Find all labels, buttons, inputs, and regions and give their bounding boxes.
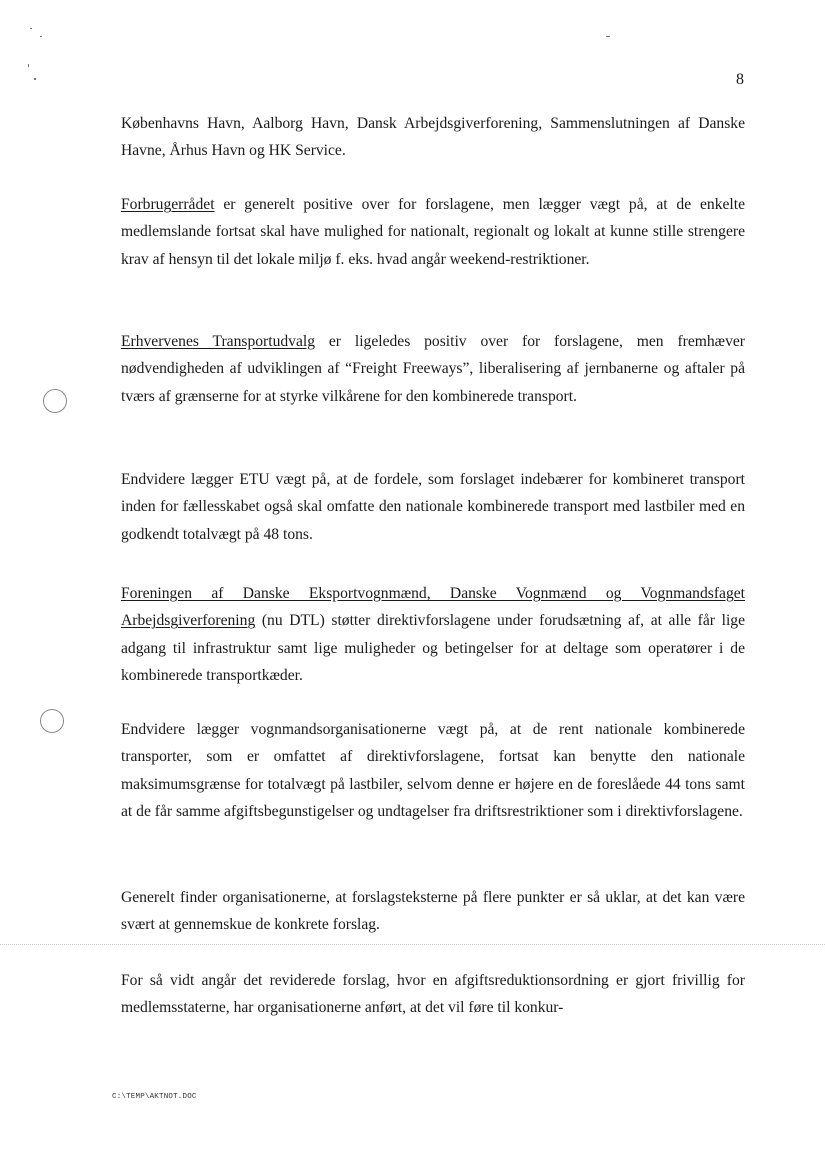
- paragraph-vognmandsorganisationerne: [121, 716, 745, 826]
- organisation-name: Foreningen af Danske Eksportvognmænd, Danske Vognmænd og Vognmandsfaget Arbejdsgiverforening: [121, 585, 745, 630]
- scan-speck: [28, 64, 29, 67]
- paragraph-revideret-forslag: [121, 967, 745, 1022]
- scan-speck: [34, 78, 36, 80]
- paragraph-text: Københavns Havn, Aalborg Havn, Dansk Arbejdsgiverforening, Sammenslutningen af Danske Havne, Århus Havn og HK Service.: [121, 115, 745, 160]
- paragraph-recipients: [121, 110, 745, 165]
- scan-speck: [40, 36, 42, 37]
- paragraph-text: Generelt finder organisationerne, at forslagsteksterne på flere punkter er så uklar, at det kan være svært at gennemskue de konkrete forslag.: [121, 889, 745, 934]
- paragraph-etu: [121, 466, 745, 548]
- page-number: 8: [736, 71, 744, 88]
- organisation-name: Erhvervenes Transportudvalg: [121, 333, 316, 350]
- paragraph-text: er ligeledes positiv over for forslagene, men fremhæver nødvendigheden af udviklingen af “Freight Freeways”, liberalisering af jernbanerne og aftaler på tværs af grænserne for at styrke vilkårene for den kombinerede transport.: [121, 333, 745, 405]
- paragraph-generelt: [121, 884, 745, 939]
- paragraph-text: For så vidt angår det reviderede forslag, hvor en afgiftsreduktionsordning er gjort frivillig for medlemsstaterne, har organisationerne anført, at det vil føre til konkur-: [121, 972, 745, 1017]
- footer-file-path: C:\TEMP\AKTNOT.DOC: [112, 1093, 197, 1101]
- paragraph-text: (nu DTL) støtter direktivforslagene under forudsætning af, at alle får lige adgang til infrastruktur samt lige muligheder og betingelser for at deltage som operatører i de kombinerede transportkæder.: [121, 612, 745, 685]
- punch-hole-icon: [40, 709, 64, 733]
- organisation-name: Forbrugerrådet: [121, 196, 215, 213]
- punch-hole-icon: [43, 389, 67, 413]
- paragraph-forbrugerraadet: [121, 191, 745, 273]
- paragraph-text: er generelt positive over for forslagene, men lægger vægt på, at de enkelte medlemslande fortsat skal have mulighed for nationalt, regionalt og lokalt at kunne stille strengere krav af hensyn til det lokale miljø f. eks. hvad angår weekend-restriktioner.: [121, 196, 745, 268]
- paragraph-text: Endvidere lægger vognmandsorganisationerne vægt på, at de rent nationale kombinerede transporter, som er omfattet af direktivforslagene, fortsat kan benytte den nationale maksimumsgrænse for totalvægt på lastbiler, selvom denne er højere en de foreslåede 44 tons samt at de får samme afgiftsbegunstigelser og undtagelser fra driftsrestriktioner som i direktivforslagene.: [121, 721, 745, 821]
- paragraph-vognmaend: [121, 580, 745, 690]
- scan-speck: [30, 28, 32, 29]
- paragraph-erhvervenes-transportudvalg: [121, 328, 745, 410]
- paragraph-text: Endvidere lægger ETU vægt på, at de fordele, som forslaget indebærer for kombineret transport inden for fællesskabet også skal omfatte den nationale kombinerede transport med lastbiler med en godkendt totalvægt på 48 tons.: [121, 471, 745, 543]
- scan-line: [0, 944, 825, 945]
- scan-speck: [606, 36, 610, 37]
